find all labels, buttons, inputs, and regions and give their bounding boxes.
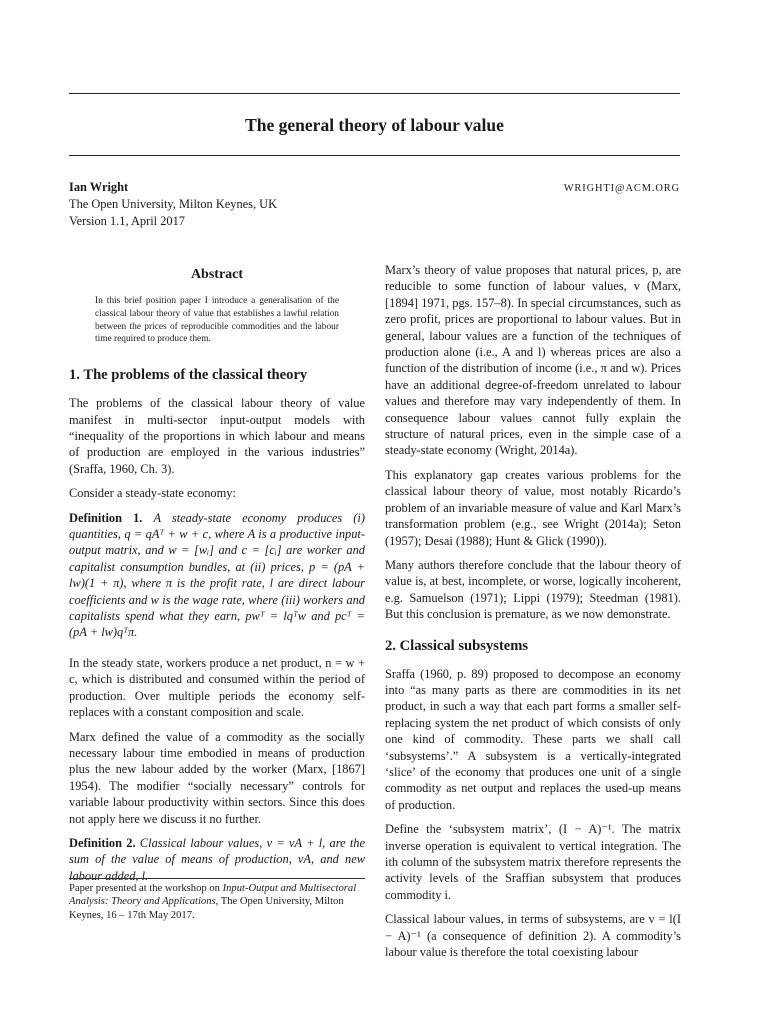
section-1-paragraph-3: In the steady state, workers produce a net product, n = w + c, which is distributed and consumed within the period of production. Over multiple periods the economy self-replaces with a constant composition and scale. bbox=[69, 655, 365, 720]
right-paragraph-3: Many authors therefore conclude that the labour theory of value is, at best, incomplete, or worse, logically incoherent, e.g. Samuelson (1971); Lippi (1979); Steedman (1981). But this conclusion is premature, as we now demonstrate. bbox=[385, 557, 681, 622]
right-paragraph-1: Marx’s theory of value proposes that natural prices, p, are reducible to some function of labour values, v (Marx, [1894] 1971, pgs. 157–8). In special circumstances, such as zero profit, prices are proportional to labour values. But in general, labour values are a function of the techniques of production alone (i.e., A and l) whereas prices are also a function of the distribution of income (i.e., π and w). Prices have an additional degree-of-freedom unrelated to labour values and therefore may vary independently of them. In consequence labour values cannot fully explain the structure of natural prices, even in the simple case of a steady-state economy (Wright, 2014a). bbox=[385, 263, 681, 458]
footnote-prefix: Paper presented at the workshop on bbox=[69, 883, 223, 894]
definition-1-label: Definition 1. bbox=[69, 510, 143, 525]
author-name: Ian Wright bbox=[69, 180, 129, 194]
abstract-heading: Abstract bbox=[190, 267, 244, 282]
footnote-rule bbox=[69, 878, 365, 879]
section-2-paragraph-3: Classical labour values, in terms of subsystems, are v = l(I − A)⁻¹ (a consequence of definition 2). A commodity’s labour value is therefore the total coexisting labour bbox=[385, 912, 681, 960]
author-affiliation: The Open University, Milton Keynes, UK bbox=[69, 197, 278, 211]
footnote-workshop-title: Input-Output and Multisectoral Analysis: Theory and Applications bbox=[69, 883, 357, 908]
paper-title: The general theory of labour value bbox=[245, 115, 504, 135]
definition-2 bbox=[69, 835, 365, 884]
author-email[interactable]: WRIGHTI@ACM.ORG bbox=[563, 183, 680, 194]
footnote-suffix: , The Open University, Milton Keynes, 16 – 17th May 2017. bbox=[69, 896, 344, 921]
top-rule bbox=[69, 93, 680, 94]
section-2-paragraph-1: Sraffa (1960, p. 89) proposed to decompose an economy into “as many parts as there are commodities in its net product, in such a way that each part forms a smaller self-replacing system the net product of which consists of only one kind of commodity. These parts we shall call ‘subsystems’.” A subsystem is a vertically-integrated ‘slice’ of the economy that produces one unit of a single commodity as net output and replaces the used-up means of production. bbox=[385, 666, 681, 812]
right-paragraph-2: This explanatory gap creates various problems for the classical labour theory of value, most notably Ricardo’s problem of an invariable measure of value and Karl Marx’s transformation problem (e.g., see Wright (2014a); Seton (1957); Desai (1988); Hunt & Glick (1990)). bbox=[385, 467, 681, 548]
left-column bbox=[69, 262, 365, 892]
section-1-paragraph-2: Consider a steady-state economy: bbox=[69, 486, 236, 501]
author-block bbox=[69, 179, 680, 230]
definition-2-body: Classical labour values, v = vA + l, are the sum of the value of means of production, vA, and new labour added, l. bbox=[69, 835, 365, 883]
section-1-paragraph-4: Marx defined the value of a commodity as the socially necessary labour time embodied in means of production plus the new labour added by the worker (Marx, [1867] 1954). The modifier “socially necessary” controls for variable labour productivity within sectors. Since this does not apply here we discuss it no further. bbox=[69, 729, 365, 826]
definition-2-label: Definition 2. bbox=[69, 835, 136, 850]
section-2-heading: 2. Classical subsystems bbox=[385, 637, 529, 654]
section-2-paragraph-2: Define the ‘subsystem matrix’, (I − A)⁻¹. The matrix inverse operation is equivalent to vertical integration. The ith column of the subsystem matrix therefore represents the activity levels of the Sraffian subsystem that produces commodity i. bbox=[385, 822, 681, 902]
definition-1 bbox=[69, 510, 365, 641]
right-column bbox=[385, 262, 681, 968]
abstract-body: In this brief position paper I introduce a generalisation of the classical labour theory of value that establishes a lawful relation between the prices of reproducible commodities and the labour time required to produce them. bbox=[95, 296, 339, 345]
section-1-heading: 1. The problems of the classical theory bbox=[69, 367, 308, 384]
definition-1-body: A steady-state economy produces (i) quantities, q = qAᵀ + w + c, where A is a productive input-output matrix, and w = [wᵢ] and c = [cᵢ] are worker and capitalist consumption bundles, at (ii) prices, p = (pA + lw)(1 + π), where π is the profit rate, l are direct labour coefficients and w is the wage rate, where (iii) workers and capitalists spend what they earn, pwᵀ = lqᵀw and pcᵀ = (pA + lw)qᵀπ. bbox=[69, 510, 365, 640]
paper-version: Version 1.1, April 2017 bbox=[69, 214, 185, 228]
footnote bbox=[69, 878, 365, 922]
title-bottom-rule bbox=[69, 155, 680, 156]
section-1-paragraph-1: The problems of the classical labour theory of value manifest in multi-sector input-output models with “inequality of the proportions in which labour and means of production are employed in the various industries” (Sraffa, 1960, Ch. 3). bbox=[69, 396, 365, 476]
